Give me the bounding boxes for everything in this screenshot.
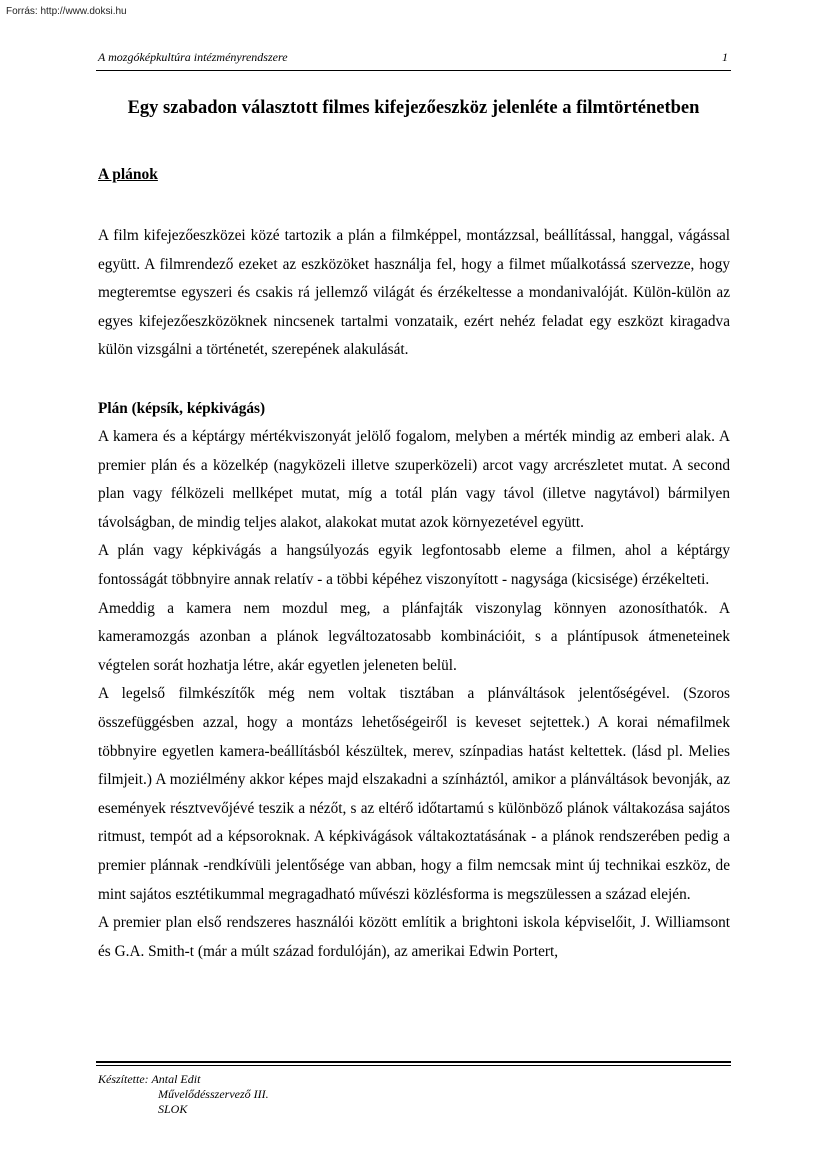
footer-role: Művelődésszervező III. [158,1087,269,1101]
footer-org: SLOK [158,1102,188,1116]
page-footer [98,1072,269,1117]
paragraph: A premier plan első rendszeres használói között említik a brightoni iskola képviselőit, J. Williamsont és G.A. Smith-t (már a múlt század fordulóján), az amerikai Edwin Portert, [98,914,730,960]
source-url: Forrás: http://www.doksi.hu [6,6,127,17]
section-heading: A plánok [98,166,158,183]
footer-rule-thin [96,1065,731,1066]
page-number: 1 [722,50,728,64]
paragraph: Ameddig a kamera nem mozdul meg, a plánfajták viszonylag könnyen azonosíthatók. A kameramozgás azonban a plánok legváltozatosabb kombinációit, s a plántípusok átmeneteinek végtelen sorát hozhatja létre, akár egyetlen jeleneten belül. [98,599,730,674]
page-header [98,50,728,68]
document-title: Egy szabadon választott filmes kifejezőeszköz jelenléte a filmtörténetben [127,98,700,118]
intro-paragraph [98,222,730,365]
paragraph: A film kifejezőeszközei közé tartozik a plán a filmképpel, montázzsal, beállítással, hanggal, vágással együtt. A filmrendező ezeket az eszközöket használja fel, hogy a filmet műalkotássá szervezze, hogy megteremtse egyszeri és csakis rá jellemző világát és érzékeltesse a mondanivalóját. Külön-külön az egyes kifejezőeszközöknek nincsenek tartalmi vonzataik, ezért nehéz feladat egy eszközt kiragadva külön vizsgálni a történetét, szerepének alakulását. [98,227,730,359]
header-title: A mozgóképkultúra intézményrendszere [98,50,288,64]
header-rule [96,70,731,71]
body-text [98,423,730,966]
footer-rule [96,1061,731,1063]
paragraph: A plán vagy képkivágás a hangsúlyozás egyik legfontosabb eleme a filmen, ahol a képtárgy fontosságát többnyire annak relatív - a többi képéhez viszonyított - nagysága (kicsisége) érzékelteti. [98,542,730,588]
paragraph: A kamera és a képtárgy mértékviszonyát jelölő fogalom, melyben a mérték mindig az emberi alak. A premier plán és a közelkép (nagyközeli illetve szuperközeli) arcot vagy arcrészletet mutat. A second plan vagy félközeli mellképet mutat, míg a totál plán vagy távol (illetve nagytávol) bármilyen távolságban, de mindig teljes alakot, alakokat mutat azok környezetével együtt. [98,428,730,531]
subheading: Plán (képsík, képkivágás) [98,400,266,417]
footer-author: Készítette: Antal Edit [98,1072,201,1086]
paragraph: A legelső filmkészítők még nem voltak tisztában a plánváltások jelentőségével. (Szoros összefüggésben azzal, hogy a montázs lehetőségeiről is keveset sejtettek.) A korai némafilmek többnyire egyetlen kamera-beállításból készültek, merev, színpadias hatást keltettek. (lásd pl. Melies filmjeit.) A moziélmény akkor képes majd elszakadni a színháztól, amikor a plánváltások bevonják, az események résztvevőjévé teszik a nézőt, s az eltérő időtartamú s különböző plánok váltakozása sajátos ritmust, tempót ad a képsoroknak. A képkivágások váltakoztatásának - a plánok rendszerében pedig a premier plánnak -rendkívüli jelentősége van abban, hogy a film nemcsak mint új technikai eszköz, de mint sajátos esztétikummal megragadható művészi közlésforma is megszülessen a század elején. [98,685,730,903]
